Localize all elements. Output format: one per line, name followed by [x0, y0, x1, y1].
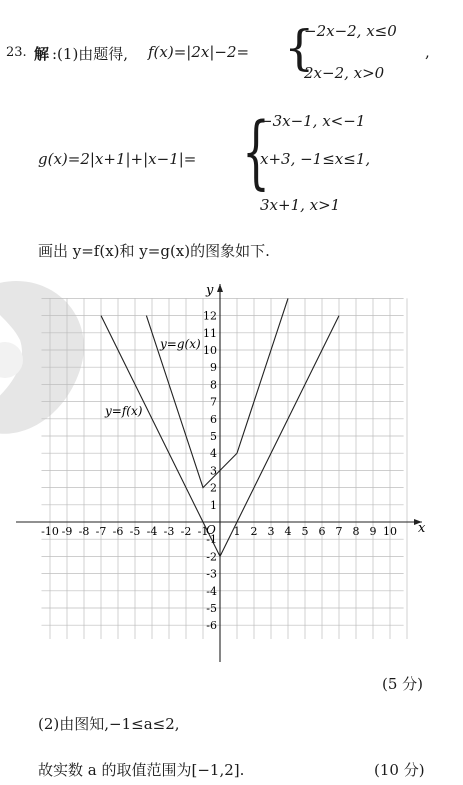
part2-statement: (2)由图知,−1≤a≤2, [38, 715, 180, 733]
g-brace: { [242, 105, 270, 198]
solution-marker: 解 [34, 45, 50, 63]
y-tick-label: 1 [210, 498, 217, 512]
function-graph [0, 270, 463, 690]
y-tick-label: 4 [210, 447, 217, 461]
problem-number: 23. [6, 45, 27, 60]
f-brace: { [284, 20, 315, 76]
x-tick-label: 4 [284, 525, 292, 538]
x-tick-label: 1 [233, 525, 241, 538]
y-tick-label: 7 [210, 395, 217, 409]
x-tick-label: -4 [146, 525, 158, 538]
draw-statement: 画出 y=f(x)和 y=g(x)的图象如下. [38, 242, 270, 260]
x-tick-label: 10 [383, 525, 397, 538]
x-tick-label: -1 [197, 525, 209, 538]
x-tick-label: 6 [318, 525, 326, 538]
f-tail: , [425, 43, 430, 61]
x-tick-label: 9 [369, 525, 377, 538]
y-tick-label: -3 [206, 567, 217, 581]
y-tick-label: 11 [203, 326, 217, 340]
x-tick-label: -8 [78, 525, 90, 538]
grid-lines [42, 298, 408, 639]
x-tick-label: 2 [250, 525, 258, 538]
f-series-label: y=f(x) [105, 404, 143, 418]
y-tick-label: 2 [210, 481, 217, 495]
y-tick-label: -4 [206, 584, 217, 598]
y-tick-label: 10 [203, 344, 217, 357]
y-tick-label: -6 [206, 619, 217, 633]
origin-label: O [206, 523, 216, 537]
axes [16, 284, 422, 662]
y-tick-label: 3 [210, 464, 217, 478]
x-tick-label: 7 [335, 525, 343, 538]
x-tick-label: -3 [163, 525, 175, 538]
g-series-line [146, 298, 288, 487]
y-tick-label: 12 [203, 309, 217, 323]
f-case-1: −2x−2, x≤0 [304, 22, 397, 40]
x-tick-label: -2 [180, 525, 192, 538]
x-tick-label: 5 [301, 525, 309, 538]
x-tick-label: -9 [61, 525, 73, 538]
f-case-2: 2x−2, x>0 [304, 64, 385, 82]
score-part2: (10 分) [374, 761, 425, 779]
y-axis-arrow [217, 284, 223, 292]
g-case-2: x+3, −1≤x≤1, [260, 150, 371, 168]
y-tick-label: -5 [206, 602, 217, 615]
y-tick-label: -1 [206, 533, 217, 547]
g-case-1: −3x−1, x<−1 [260, 112, 366, 130]
y-tick-label: 9 [210, 361, 217, 375]
x-tick-label: 8 [352, 525, 360, 538]
f-definition: f(x)=|2x|−2= [148, 43, 250, 61]
x-tick-label: -7 [95, 525, 107, 538]
y-axis-label: y [206, 283, 214, 298]
conclusion: 故实数 a 的取值范围为[−1,2]. [38, 761, 245, 779]
x-tick-label: 3 [267, 525, 275, 538]
y-tick-label: 8 [210, 378, 217, 392]
g-definition: g(x)=2|x+1|+|x−1|= [38, 150, 197, 168]
score-part1: (5 分) [382, 675, 424, 693]
g-series-label: y=g(x) [160, 337, 201, 351]
part1-intro: :(1)由题得, [52, 45, 129, 63]
y-tick-label: 6 [210, 412, 217, 426]
x-tick-label: -5 [129, 525, 141, 538]
y-tick-label: -2 [206, 550, 217, 564]
y-tick-label: 5 [210, 430, 217, 443]
g-case-3: 3x+1, x>1 [260, 196, 341, 214]
x-axis-label: x [418, 521, 426, 536]
x-tick-label: -6 [112, 525, 124, 538]
x-tick-label: -10 [41, 525, 59, 538]
